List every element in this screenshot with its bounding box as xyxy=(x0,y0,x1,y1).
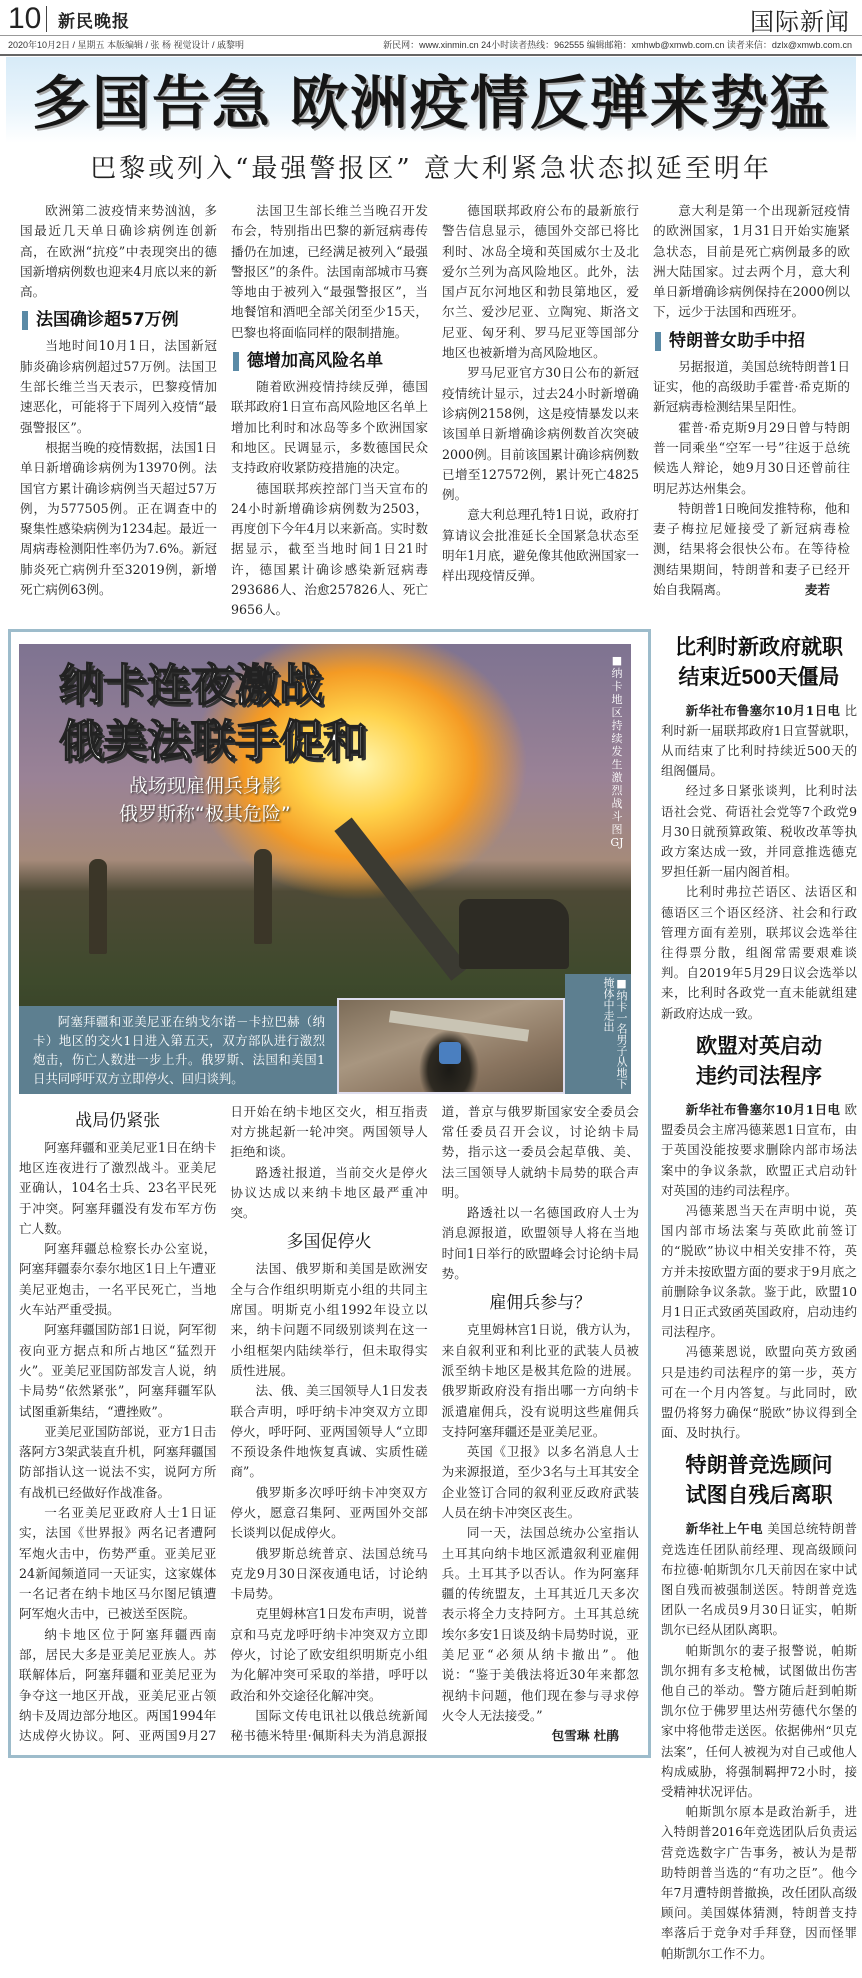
sidebar-news xyxy=(661,629,857,1972)
paragraph xyxy=(19,1422,216,1503)
paragraph-text: 冯德莱恩说，欧盟向英方致函只是违约司法程序的第一步，英方可在一个月内答复。与此同时，欧盟仍将努力确保“脱欧”协议得到全面、及时执行。 xyxy=(661,1344,857,1441)
byline: 包雪琳 杜鹃 xyxy=(551,1728,619,1744)
section-subhead: 多国促停火 xyxy=(286,1232,372,1253)
paragraph xyxy=(653,499,850,600)
lead-subheadline: 巴黎或列入“最强警报区” 意大利紧急状态拟延至明年 xyxy=(90,154,772,184)
paragraph xyxy=(20,336,217,437)
artillery-barrel xyxy=(334,817,468,980)
section-subhead: 特朗普女助手中招 xyxy=(653,329,850,353)
page-number: 10 xyxy=(8,2,42,35)
paragraph xyxy=(19,1503,216,1625)
article-body xyxy=(661,701,857,1024)
paragraph-text: 德国联邦政府公布的最新旅行警告信息显示，德国外交部已将比利时、冰岛全境和英国威尔士及北爱尔兰列为高风险地区。此外，法国卢瓦尔河地区和勃艮第地区，爱尔兰、爱沙尼亚、立陶宛、斯洛文尼亚、匈牙利、罗马尼亚等国部分地区也被新增为高风险地区。 xyxy=(442,203,639,361)
paragraph xyxy=(661,1519,857,1640)
article-body xyxy=(661,1519,857,1963)
paragraph xyxy=(661,701,857,782)
paragraph-text: 帕斯凯尔的妻子报警说，帕斯凯尔拥有多支枪械，试图做出伤害他自己的举动。警方随后赶到帕斯凯尔位于佛罗里达州劳德代尔堡的家中将他带走送医。依据佛州“贝克法案”，任何人被视为对自己或他人构成威胁，将强制羁押72小时，接受精神状况评估。 xyxy=(661,1642,857,1799)
paragraph xyxy=(442,1442,639,1523)
article-headline: 欧盟对英启动 违约司法程序 xyxy=(696,1034,822,1088)
paragraph xyxy=(441,1523,639,1744)
sidebar-article xyxy=(661,633,857,1024)
paragraph xyxy=(442,1203,639,1284)
paragraph-text: 根据当晚的疫情数据，法国1日单日新增确诊病例为13970例。法国官方累计确诊病例当天超过57万例，为577505例。正在调查中的聚集性感染病例为1234起。最近一周病毒检测阳性率仍为7.6%。新冠肺炎死亡病例升至32019例，新增死亡病例63例。 xyxy=(20,439,217,598)
paragraph xyxy=(20,438,217,600)
paragraph-text: 阿塞拜疆国防部1日说，阿军彻夜向亚方据点和所占地区“猛烈开火”。亚美尼亚国防部发言人说，纳卡局势“依然紧张”，阿塞拜疆军队试图重新集结，“遭挫败”。 xyxy=(19,1322,217,1419)
paragraph xyxy=(442,1320,639,1442)
paragraph-text: 法、俄、美三国领导人1日发表联合声明，呼吁纳卡冲突双方立即停火，呼吁阿、亚两国领导人“立即不预设条件地恢复真诚、实质性磋商”。 xyxy=(230,1383,428,1480)
article-body xyxy=(661,1100,857,1443)
paragraph-text: 俄罗斯总统普京、法国总统马克龙9月30日深夜通电话，讨论纳卡局势。 xyxy=(230,1545,428,1602)
paragraph xyxy=(661,1802,857,1964)
soldier-figure xyxy=(254,849,272,944)
paragraph-text: 比利时新一届联邦政府1日宣誓就职，从而结束了比利时持续近500天的组阁僵局。 xyxy=(661,702,857,779)
news-dateline: 新华社布鲁塞尔10月1日电 xyxy=(685,702,841,718)
paragraph-text: 法国、俄罗斯和美国是欧洲安全与合作组织明斯克小组的共同主席国。明斯克小组1992年设立以来，纳卡问题不同级别谈判在这一小组框架内陆续举行，但未取得实质性进展。 xyxy=(230,1261,428,1378)
photo-subheadline xyxy=(119,772,291,828)
paragraph-text: 当地时间10月1日，法国新冠肺炎确诊病例超过57万例。法国卫生部长维兰当天表示，巴黎疫情加速恶化，可能将于下周列入疫情“最强警报区”。 xyxy=(20,338,217,435)
paragraph xyxy=(230,1604,427,1705)
paragraph-text: 意大利是第一个出现新冠疫情的欧洲国家，1月31日开始实施紧急状态，目前是死亡病例最多的欧洲大陆国家。过去两个月，意大利单日新增确诊病例保持在2000例以下，远少于法国和西班牙。 xyxy=(653,203,850,320)
paragraph xyxy=(20,201,217,302)
photo-scene xyxy=(19,644,631,974)
paragraph-text: 路透社以一名德国政府人士为消息源报道，欧盟领导人将在当地时间1日举行的欧盟峰会讨论纳卡局势。 xyxy=(441,1205,639,1282)
sidebar-article xyxy=(661,1032,857,1443)
photo-subheadline-line: 战场现雇佣兵身影 xyxy=(128,774,281,797)
article-headline: 特朗普竞选顾问 试图自残后离职 xyxy=(685,1454,833,1508)
paragraph xyxy=(231,377,428,478)
section-subhead: 雇佣兵参与？ xyxy=(489,1293,592,1314)
paragraph xyxy=(661,1100,857,1201)
paragraph xyxy=(230,1381,427,1482)
photo-caption: 阿塞拜疆和亚美尼亚在纳戈尔诺－卡拉巴赫（纳卡）地区的交火1日进入第五天，双方部队进行激烈炮击，伤亡人数进一步上升。俄罗斯、法国和美国1日共同呼吁双方立即停火、回归谈判。 xyxy=(19,1006,337,1094)
paragraph xyxy=(653,418,850,499)
paragraph xyxy=(230,1483,427,1544)
paragraph-text: 克里姆林宫1日说，俄方认为，来自叙利亚和利比亚的武装人员被派至纳卡地区是极其危险的进展。俄罗斯政府没有指出哪一方向纳卡派遣雇佣兵，没有说明这些雇佣兵支持阿塞拜疆还是亚美尼亚。 xyxy=(441,1322,639,1439)
paragraph-text: 法国卫生部长维兰当晚召开发布会，特别指出巴黎的新冠病毒传播仍在加速，已经满足被列入“最强警报区”的条件。法国南部城市马赛等地由于被列入“最强警报区”，当地餐馆和酒吧全部关闭至少15天，巴黎也将面临同样的限制措施。 xyxy=(231,203,428,340)
paragraph-text: 纳卡地区位于阿塞拜疆西南部，居民大多是亚美尼亚族人。苏联解体后，阿塞拜疆和亚美尼亚为争夺这一地区开战，亚美尼亚占领纳卡及周边部分地区。两国1994年达成停火协议。阿、亚两国9月27日开始在纳卡地区交火，相互指责对方挑起新一轮冲突。两国领导人拒绝和谈。 xyxy=(19,1103,428,1744)
headline-banner xyxy=(6,57,856,143)
paragraph-text: 特朗普1日晚间发推特称，他和妻子梅拉尼娅接受了新冠病毒检测，结果将会很快公布。在等待检测结果期间，特朗普和妻子已经开始自我隔离。 xyxy=(653,500,850,598)
byline: 麦若 xyxy=(804,582,830,598)
paragraph-text: 另据报道，美国总统特朗普1日证实，他的高级助手霍普·希克斯的新冠病毒检测结果呈阳性。 xyxy=(653,358,850,415)
paragraph xyxy=(442,363,639,505)
dateline: 2020年10月2日 / 星期五 本版编辑 / 张 杨 视觉设计 / 戚黎明 xyxy=(8,40,245,50)
section-subhead: 法国确诊超57万例 xyxy=(20,308,217,332)
paragraph-text: 德国联邦疾控部门当天宣布的24小时新增确诊病例数为2503，再度创下今年4月以来新高。实时数据显示，截至当地时间1日21时许，德国累计确诊感染新冠病毒293686人、治愈257826人、死亡9656人。 xyxy=(231,480,428,618)
photo-credit-caption: ■纳卡地区持续发生激烈战斗 图 GJ xyxy=(610,653,624,849)
paragraph-text: 欧盟委员会主席冯德莱恩1日宣布，由于英国没能按要求删除内部市场法案中的争议条款，欧盟正式启动针对英国的违约司法程序。 xyxy=(661,1101,857,1198)
news-dateline: 新华社上午电 xyxy=(685,1521,763,1537)
paragraph-text: 美国总统特朗普竞选连任团队前经理、现高级顾问布拉德·帕斯凯尔几天前因在家中试图自残而被强制送医。特朗普竞选团队一名成员9月30日证实，帕斯凯尔已经从团队离职。 xyxy=(661,1521,858,1638)
bunker-roof xyxy=(389,1010,529,1041)
photo-subheadline-line: 俄罗斯称“极其危险” xyxy=(119,802,291,825)
section-subhead: 战局仍紧张 xyxy=(75,1110,161,1131)
paragraph-text: 阿塞拜疆总检察长办公室说，阿塞拜疆泰尔泰尔地区1日上午遭亚美尼亚炮击，一名平民死亡，当地火车站严重受损。 xyxy=(19,1241,217,1318)
lower-section xyxy=(0,629,862,1978)
paragraph xyxy=(661,1342,857,1443)
man-figure xyxy=(439,1042,461,1064)
paragraph-text: 意大利总理孔特1日说，政府打算请议会批准延长全国紧急状态至明年1月底，避免像其他欧洲国家一样出现疫情反弹。 xyxy=(442,507,639,584)
paragraph xyxy=(442,201,639,363)
paragraph-text: 冯德莱恩当天在声明中说，英国内部市场法案与英欧此前签订的“脱欧”协议中相关安排不符，英方并未按欧盟方面的要求于9月底之前删除争议条款。鉴于此，欧盟10月1日正式致函英国政府，启动违约司法程序。 xyxy=(661,1202,857,1340)
paragraph xyxy=(442,505,639,586)
section-subhead: 德增加高风险名单 xyxy=(231,349,428,373)
paragraph-text: 霍普·希克斯9月29日曾与特朗普一同乘坐“空军一号”往返于总统候选人辩论，她9月30日还曾前往明尼苏达州集会。 xyxy=(653,419,850,496)
paragraph-text: 欧洲第二波疫情来势汹汹，多国最近几天单日确诊病例连创新高，在欧洲“抗疫”中表现突出的德国新增病例数也迎来4月底以来的新高。 xyxy=(20,203,217,300)
paragraph xyxy=(661,1201,857,1342)
paragraph xyxy=(661,882,857,1023)
contact-info: 新民网：www.xinmin.cn 24小时读者热线：962555 编辑邮箱：xmhwb@xmwb.com.cn 读者来信：dzlx@xmwb.com.cn xyxy=(383,40,852,50)
soldier-figure xyxy=(89,859,107,954)
lead-headline: 多国告急 欧洲疫情反弹来势猛 xyxy=(31,71,831,136)
paragraph-text: 亚美尼亚国防部说，亚方1日击落阿方3架武装直升机，阿塞拜疆国防部指认这一说法不实，说阿方所有战机已经做好作战准备。 xyxy=(19,1423,217,1500)
paragraph-text: 路透社报道，当前交火是停火协议达成以来纳卡地区最严重冲突。 xyxy=(230,1164,428,1221)
news-dateline: 新华社布鲁塞尔10月1日电 xyxy=(685,1101,841,1117)
article-headline: 比利时新政府就职 结束近500天僵局 xyxy=(675,635,843,689)
paragraph xyxy=(661,1641,857,1803)
paragraph xyxy=(653,201,850,323)
inset-caption: ■纳卡一名男子从地下掩体中走出 xyxy=(565,974,631,1094)
paragraph xyxy=(661,781,857,882)
paragraph-text: 罗马尼亚官方30日公布的新冠疫情统计显示，过去24小时新增确诊病例2158例，这是疫情暴发以来该国单日新增确诊病例数首次突破2000例。目前该国累计确诊病例数已增至127572例，累计死亡4825例。 xyxy=(442,365,639,503)
inset-photo-bunker xyxy=(337,998,565,1094)
paper-logo: 新民晚报 xyxy=(58,12,130,32)
paragraph xyxy=(19,1138,216,1239)
paragraph xyxy=(230,1259,427,1381)
battle-photo xyxy=(19,644,631,1094)
photo-bottom-strip xyxy=(19,974,631,1094)
paragraph-text: 同一天，法国总统办公室指认土耳其向纳卡地区派遣叙利亚雇佣兵。土耳其予以否认。作为阿塞拜疆的传统盟友，土耳其近几天多次表示将全力支持阿方。土耳其总统埃尔多安1日谈及纳卡局势时说，亚美尼亚“必须从纳卡撤出”。他说：“鉴于美俄法将近30年来都忽视纳卡问题，他们现在参与寻求停火令人无法接受。” xyxy=(441,1525,639,1723)
paragraph-text: 比利时弗拉芒语区、法语区和德语区三个语区经济、社会和行政管理方面有差别，联邦议会选举往往得票分散，组阁常需要艰难谈判。自2019年5月29日议会选举以来，比利时各政党一直未能就组建新政府达成一致。 xyxy=(661,884,857,1021)
feature-article-body xyxy=(19,1094,639,1747)
section-title: 国际新闻 xyxy=(750,9,850,36)
paragraph-text: 一名亚美尼亚政府人士1日证实，法国《世界报》两名记者遭阿军炮火击中，伤势严重。亚美尼亚24新闻频道同一天证实，这家媒体一名记者在纳卡地区马尔图尼镇遭阿军炮火击中，已被送至医院。 xyxy=(19,1504,217,1622)
paragraph xyxy=(230,1544,427,1605)
paragraph xyxy=(231,479,428,621)
paragraph-text: 经过多日紧张谈判，比利时法语社会党、荷语社会党等7个政党9月30日就预算政策、税收改革等执政方案达成一致，并同意推选德克罗担任新一届内阁首相。 xyxy=(661,783,857,880)
feature-box xyxy=(8,629,651,1758)
paragraph-text: 帕斯凯尔原本是政治新手，进入特朗普2016年竞选团队后负责运营竞选数字广告事务，被认为是帮助特朗普当选的“有功之臣”。他今年7月遭特朗普撤换，改任团队高级顾问。美国媒体猜测，特朗普支持率落后于竞争对手拜登，因而怪罪帕斯凯尔工作不力。 xyxy=(661,1804,857,1961)
divider xyxy=(46,6,47,32)
photo-headline: 纳卡连夜激战 俄美法联手促和 xyxy=(59,660,367,766)
paragraph xyxy=(230,1163,427,1224)
meta-row xyxy=(0,36,862,56)
paragraph-text: 英国《卫报》以多名消息人士为来源报道，至少3名与土耳其安全企业签订合同的叙利亚反政府武装人员在纳卡冲突区丧生。 xyxy=(441,1444,639,1520)
paragraph-text: 阿塞拜疆和亚美尼亚1日在纳卡地区连夜进行了激烈战斗。亚美尼亚确认，104名士兵、23名平民死于冲突。阿塞拜疆没有发布军方伤亡人数。 xyxy=(19,1139,217,1236)
paragraph xyxy=(19,1320,216,1421)
sidebar-article xyxy=(661,1451,857,1963)
lead-article-body xyxy=(0,193,862,629)
artillery-base xyxy=(459,899,569,969)
paragraph xyxy=(653,357,850,418)
paragraph xyxy=(231,201,428,343)
paragraph-text: 国际文传电讯社以俄总统新闻秘书德米特里·佩斯科夫为消息源报道，普京与俄罗斯国家安全委员会常任委员召开会议，讨论纳卡局势，指示这一委员会起草俄、美、法三国领导人就纳卡局势的联合声明。 xyxy=(230,1103,639,1744)
paragraph-text: 随着欧洲疫情持续反弹，德国联邦政府1日宣布高风险地区名单上增加比利时和冰岛等多个欧洲国家和地区。民调显示，多数德国民众支持政府收紧防疫措施的决定。 xyxy=(231,379,428,476)
paragraph-text: 克里姆林宫1日发布声明，说普京和马克龙呼吁纳卡冲突双方立即停火，讨论了欧安组织明斯克小组为化解冲突可采取的举措，呼吁以政治和外交途径化解冲突。 xyxy=(230,1606,428,1703)
masthead xyxy=(0,0,862,36)
paragraph-text: 俄罗斯多次呼吁纳卡冲突双方停火，愿意召集阿、亚两国外交部长谈判以促成停火。 xyxy=(230,1484,428,1541)
